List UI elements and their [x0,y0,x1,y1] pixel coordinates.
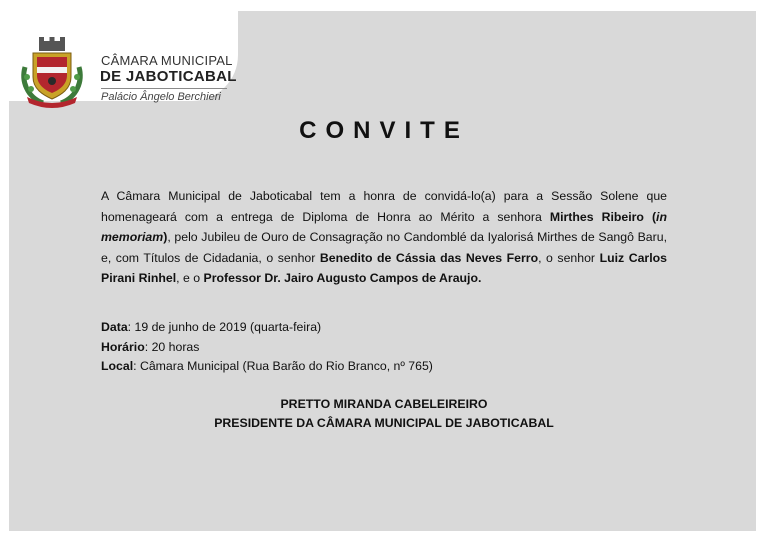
body-text-part: A Câmara Municipal de Jaboticabal tem a honra de convidá-lo(a) para a Sessão Solene que homenageará com a entrega de Diploma de Honra ao Mérito a senhora [101,189,667,224]
event-time [101,338,667,358]
date-label: Data [101,320,128,334]
body-text-part: , e o [176,271,204,286]
honoree-name: Luiz Carlos Pirani Rinhel [101,250,667,286]
signatory-role: PRESIDENTE DA CÂMARA MUNICIPAL DE JABOTICABAL [214,416,554,430]
event-date [101,318,667,338]
honoree-note: in memoriam [101,209,667,245]
invitation-title: CONVITE [299,117,469,144]
body-text-part: , pelo Jubileu de Ouro de Consagração no Candomblé da Iyalorisá Mirthes de Sangô Baru, e, com Títulos de Cidadania, o senhor [101,230,667,265]
event-place [101,357,667,377]
signature-block [0,395,768,433]
place-value: : Câmara Municipal (Rua Barão do Rio Branco, nº 765) [133,359,433,373]
time-value: : 20 horas [144,339,200,354]
coat-of-arms-icon [19,37,85,109]
header-palace-name: Palácio Ângelo Berchieri [101,88,227,103]
place-label: Local [101,359,134,373]
honoree-name-close: ) [163,230,168,245]
time-label: Horário [101,339,145,354]
header-institution-line1: CÂMARA MUNICIPAL [101,53,233,68]
body-text-part: , o senhor [538,250,600,265]
signatory-name: PRETTO MIRANDA CABELEIREIRO [280,397,488,411]
invitation-body [101,186,667,289]
honoree-name: Professor Dr. Jairo Augusto Campos de Araujo. [203,271,482,286]
event-details [101,318,667,377]
header-institution-line2: DE JABOTICABAL [100,68,237,85]
honoree-name: Benedito de Cássia das Neves Ferro [319,250,539,265]
honoree-name: Mirthes Ribeiro ( [549,209,657,224]
header-logo-block [9,11,238,101]
date-value: : 19 de junho de 2019 (quarta-feira) [127,320,322,334]
